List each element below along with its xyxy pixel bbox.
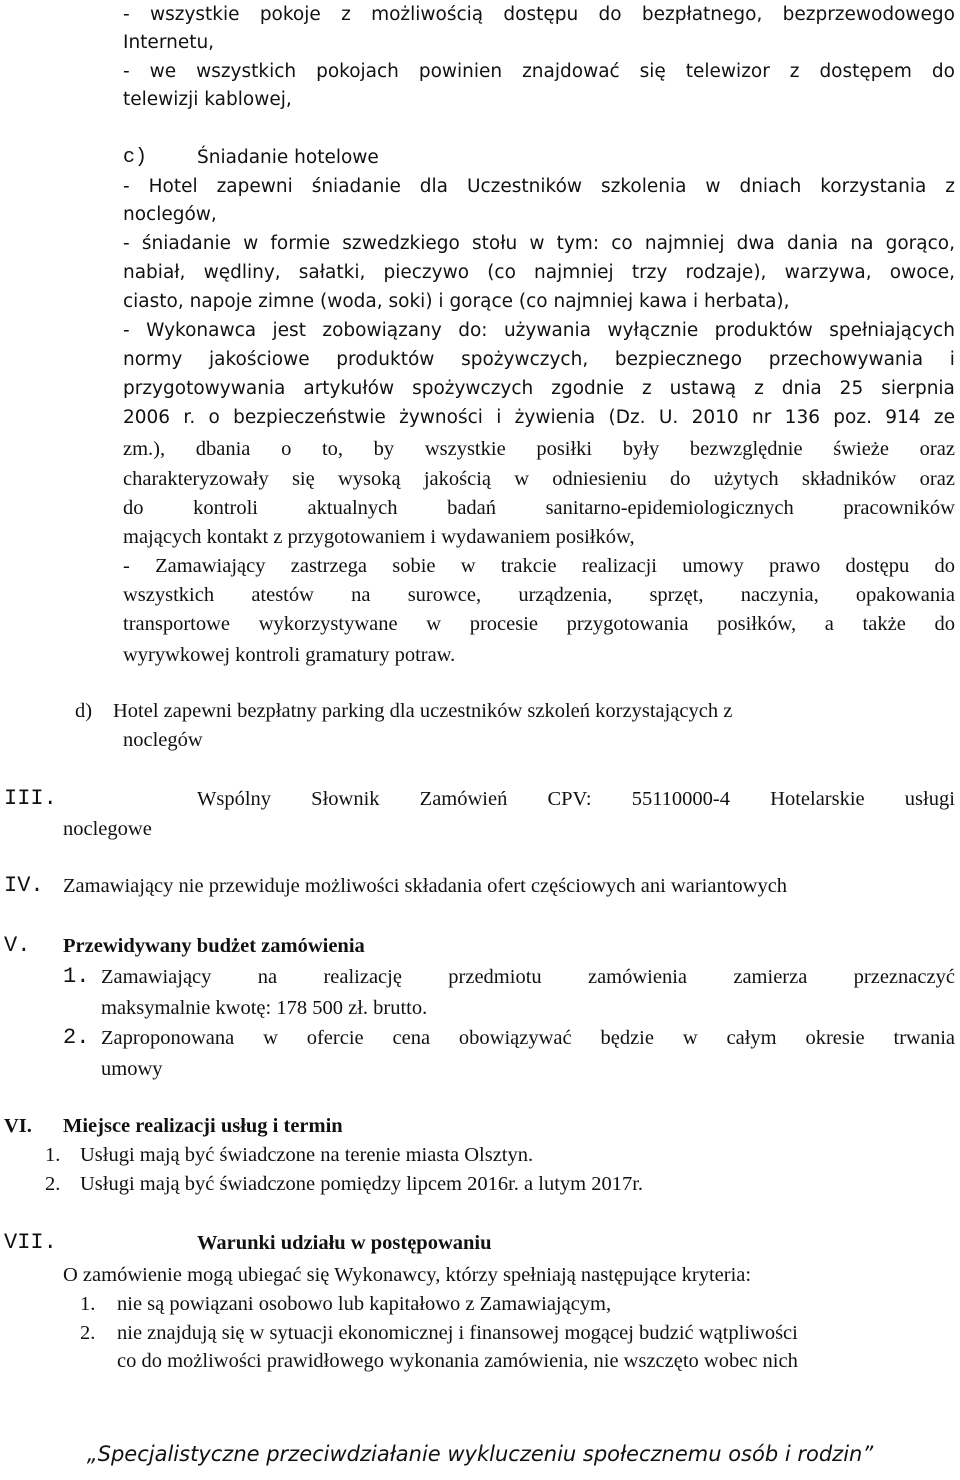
paragraph-line: noclegów — [123, 729, 203, 751]
paragraph-line: wszystkich atestów na surowce, urządzenia, sprzęt, naczynia, opakowania — [123, 584, 955, 606]
list-item-line: maksymalnie kwotę: 178 500 zł. brutto. — [101, 997, 428, 1019]
section-title: Miejsce realizacji usług i termin — [63, 1115, 343, 1137]
list-item-line: umowy — [101, 1058, 163, 1080]
list-number: 2. — [63, 1025, 90, 1050]
list-item-line: nie znajdują się w sytuacji ekonomicznej i finansowej mogącej budzić wątpliwości — [117, 1322, 798, 1344]
list-number: 2. — [45, 1173, 61, 1195]
list-number: 1. — [63, 964, 90, 989]
list-number: 1. — [45, 1144, 61, 1166]
paragraph-line: Hotel zapewni bezpłatny parking dla uczestników szkoleń korzystających z — [113, 700, 733, 722]
paragraph-line: 2006 r. o bezpieczeństwie żywności i żywienia (Dz. U. 2010 nr 136 poz. 914 ze — [123, 407, 955, 428]
page-footer: „Specjalistyczne przeciwdziałanie wykluczeniu społecznemu osób i rodzin” — [86, 1442, 874, 1466]
paragraph-line: transportowe wykorzystywane w procesie przygotowania posiłków, a także do — [123, 613, 955, 635]
list-number: 1. — [80, 1293, 96, 1315]
section-marker: c) — [123, 146, 148, 169]
paragraph-line: telewizji kablowej, — [123, 89, 292, 110]
paragraph-line: - we wszystkich pokojach powinien znajdować się telewizor z dostępem do — [123, 61, 955, 82]
paragraph-line: charakteryzowały się wysoką jakością w odniesieniu do użytych składników oraz — [123, 468, 955, 490]
section-number: VII. — [4, 1230, 57, 1255]
section-number: VI. — [4, 1115, 32, 1137]
paragraph-line: ciasto, napoje zimne (woda, soki) i gorące (co najmniej kawa i herbata), — [123, 291, 790, 312]
paragraph-line: nabiał, wędliny, sałatki, pieczywo (co najmniej trzy rodzaje), warzywa, owoce, — [123, 262, 955, 283]
paragraph-line: - śniadanie w formie szwedzkiego stołu w tym: co najmniej dwa dania na gorąco, — [123, 233, 955, 254]
paragraph-line: do kontroli aktualnych badań sanitarno-epidemiologicznych pracowników — [123, 497, 955, 519]
section-title: Warunki udziału w postępowaniu — [197, 1232, 492, 1254]
paragraph-line: - Wykonawca jest zobowiązany do: używania wyłącznie produktów spełniających — [123, 320, 955, 341]
section-title: Śniadanie hotelowe — [197, 147, 379, 168]
section-number: IV. — [4, 873, 44, 898]
paragraph-line: - Hotel zapewni śniadanie dla Uczestników szkolenia w dniach korzystania z — [123, 176, 955, 197]
list-item-line: Zamawiający na realizację przedmiotu zamówienia zamierza przeznaczyć — [101, 966, 955, 988]
paragraph-line: noclegowe — [63, 818, 152, 840]
paragraph-line: mających kontakt z przygotowaniem i wydawaniem posiłków, — [123, 526, 635, 548]
list-item: nie są powiązani osobowo lub kapitałowo z Zamawiającym, — [117, 1293, 612, 1315]
paragraph-line: wyrywkowej kontroli gramatury potraw. — [123, 644, 456, 666]
paragraph-line: normy jakościowe produktów spożywczych, bezpiecznego przechowywania i — [123, 349, 955, 370]
paragraph-line: - Zamawiający zastrzega sobie w trakcie realizacji umowy prawo dostępu do — [123, 555, 955, 577]
section-marker: d) — [75, 700, 93, 722]
paragraph-line: - wszystkie pokoje z możliwością dostępu do bezpłatnego, bezprzewodowego — [123, 4, 955, 25]
section-title: Przewidywany budżet zamówienia — [63, 935, 365, 957]
paragraph-line: przygotowywania artykułów spożywczych zgodnie z ustawą z dnia 25 sierpnia — [123, 378, 955, 399]
paragraph-line: O zamówienie mogą ubiegać się Wykonawcy, którzy spełniają następujące kryteria: — [63, 1264, 752, 1286]
list-number: 2. — [80, 1322, 96, 1344]
section-number: V. — [4, 933, 31, 958]
section-number: III. — [4, 786, 57, 811]
list-item: Usługi mają być świadczone na terenie miasta Olsztyn. — [80, 1144, 534, 1166]
list-item-line: co do możliwości prawidłowego wykonania zamówienia, nie wszczęto wobec nich — [117, 1350, 798, 1372]
list-item: Usługi mają być świadczone pomiędzy lipcem 2016r. a lutym 2017r. — [80, 1173, 644, 1195]
list-item-line: Zaproponowana w ofercie cena obowiązywać będzie w całym okresie trwania — [101, 1027, 955, 1049]
paragraph-line: Wspólny Słownik Zamówień CPV: 55110000-4 Hotelarskie usługi — [197, 788, 955, 810]
paragraph-line: noclegów, — [123, 204, 217, 225]
paragraph-line: Zamawiający nie przewiduje możliwości składania ofert częściowych ani wariantowych — [63, 875, 788, 897]
paragraph-line: zm.), dbania o to, by wszystkie posiłki były bezwzględnie świeże oraz — [123, 438, 955, 460]
paragraph-line: Internetu, — [123, 32, 215, 53]
